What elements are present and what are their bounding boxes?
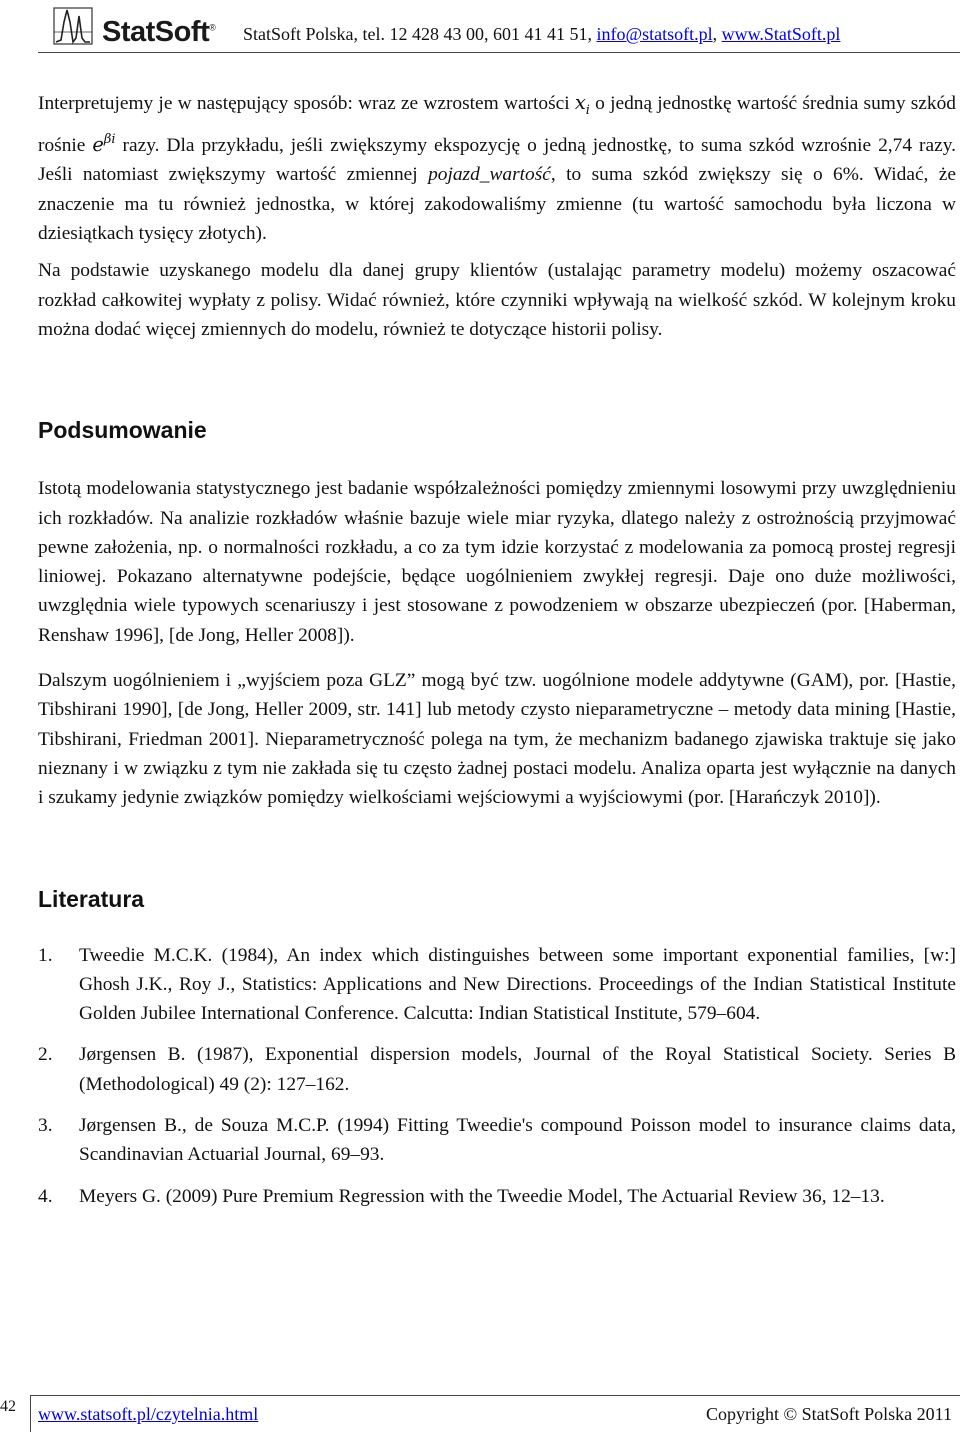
header-contact xyxy=(243,24,840,45)
heading-summary: Podsumowanie xyxy=(38,417,207,444)
logo-wordmark: StatSoft® xyxy=(102,16,216,48)
header-divider xyxy=(38,52,960,53)
footer-divider xyxy=(30,1395,960,1396)
separator: , xyxy=(712,24,722,44)
paragraph-summary-2: Dalszym uogólnieniem i „wyjściem poza GLZ” mogą być tzw. uogólnione modele addytywne (GAM), por. [Hastie, Tibshirani 1990], [de Jong, Heller 2009, str. 141] lub metody czysto nieparametryczne – metody data mining [Hastie, Tibshirani, Friedman 2001]. Nieparametryczność polega na tym, że mechanizm badanego zjawiska traktuje się jako nieznany i w związku z tym nie zakłada się tu często żadnej postaci modelu. Analiza oparta jest wyłącznie na danych i szukamy jedynie związków pomiędzy wielkościami wejściowymi a wyjściowymi (por. [Harańczyk 2010]). xyxy=(38,670,956,809)
paragraph-interpretation: Interpretujemy je w następujący sposób: wraz ze wzrostem wartości $x_i$ o jedną jednostkę wartość średnia sumy szkód rośnie $e^{\beta i}$ razy. Dla przykładu, jeśli zwiększymy ekspozycję o jedną jednostkę, to suma szkód wzrośnie 2,74 razy. Jeśli natomiast zwiększymy wartość zmiennej pojazd_wartość, to suma szkód zwiększy się o 6%. Widać, że znaczenie ma tu również jednostka, w której zakodowaliśmy zmienne (tu wartość samochodu była liczona w dziesiątkach tysięcy złotych). xyxy=(38,91,956,245)
page-number: 42 xyxy=(0,1398,16,1415)
paragraph-model: Na podstawie uzyskanego modelu dla danej grupy klientów (ustalając parametry modelu) możemy oszacować rozkład całkowitej wypłaty z polisy. Widać również, które czynniki wpływają na wielkość szkód. W kolejnym kroku można dodać więcej zmiennych do modelu, również te dotyczące historii polisy. xyxy=(38,260,956,340)
math-e-beta: $e^{\beta i}$ xyxy=(92,132,116,157)
reference-item: 1. Tweedie M.C.K. (1984), An index which distinguishes between some important exponential families, [w:] Ghosh J.K., Roy J., Statistics: Applications and New Directions. Proceedings of the Indian Statistical Institute Golden Jubilee International Conference. Calcutta: Indian Statistical Institute, 579–604. xyxy=(38,944,956,1025)
contact-phones: StatSoft Polska, tel. 12 428 43 00, 601 41 41 51, xyxy=(243,24,597,44)
heading-literature: Literatura xyxy=(38,885,145,912)
statsoft-logo xyxy=(52,2,272,50)
footer-divider-vertical xyxy=(30,1395,31,1432)
math-xi: $x_i$ xyxy=(574,91,590,118)
reference-list xyxy=(38,941,956,1211)
website-link[interactable]: www.StatSoft.pl xyxy=(721,24,841,44)
email-link[interactable]: info@statsoft.pl xyxy=(596,24,713,44)
statsoft-logo-icon xyxy=(52,2,100,50)
paragraph-summary-1: Istotą modelowania statystycznego jest badanie współzależności pomiędzy zmiennymi losowymi przy uwzględnieniu ich rozkładów. Na analizie rozkładów właśnie bazuje wiele miar ryzyka, dlatego należy z ostrożnością przyjmować pewne założenia, np. o normalności rozkładu, a co za tym idzie korzystać z modelowania za pomocą prostej regresji liniowej. Pokazano alternatywne podejście, będące uogólnieniem zwykłej regresji. Daje ono duże możliwości, uwzględnia wiele typowych scenariuszy i jest stosowane z powodzeniem w obszarze ubezpieczeń (por. [Haberman, Renshaw 1996], [de Jong, Heller 2008]). xyxy=(38,478,956,646)
footer-copyright: Copyright © StatSoft Polska 2011 xyxy=(705,1404,952,1424)
reference-item: 4. Meyers G. (2009) Pure Premium Regression with the Tweedie Model, The Actuarial Review 36, 12–13. xyxy=(38,1185,885,1207)
reference-item: 2. Jørgensen B. (1987), Exponential dispersion models, Journal of the Royal Statistical Society. Series B (Methodological) 49 (2): 127–162. xyxy=(38,1044,956,1095)
main-content xyxy=(38,88,956,1211)
footer-link[interactable]: www.statsoft.pl/czytelnia.html xyxy=(38,1404,259,1424)
variable-name: pojazd_wartość xyxy=(428,164,551,186)
page-header xyxy=(40,0,960,52)
reference-item: 3. Jørgensen B., de Souza M.C.P. (1994) Fitting Tweedie's compound Poisson model to insurance claims data, Scandinavian Actuarial Journal, 69–93. xyxy=(38,1115,956,1166)
